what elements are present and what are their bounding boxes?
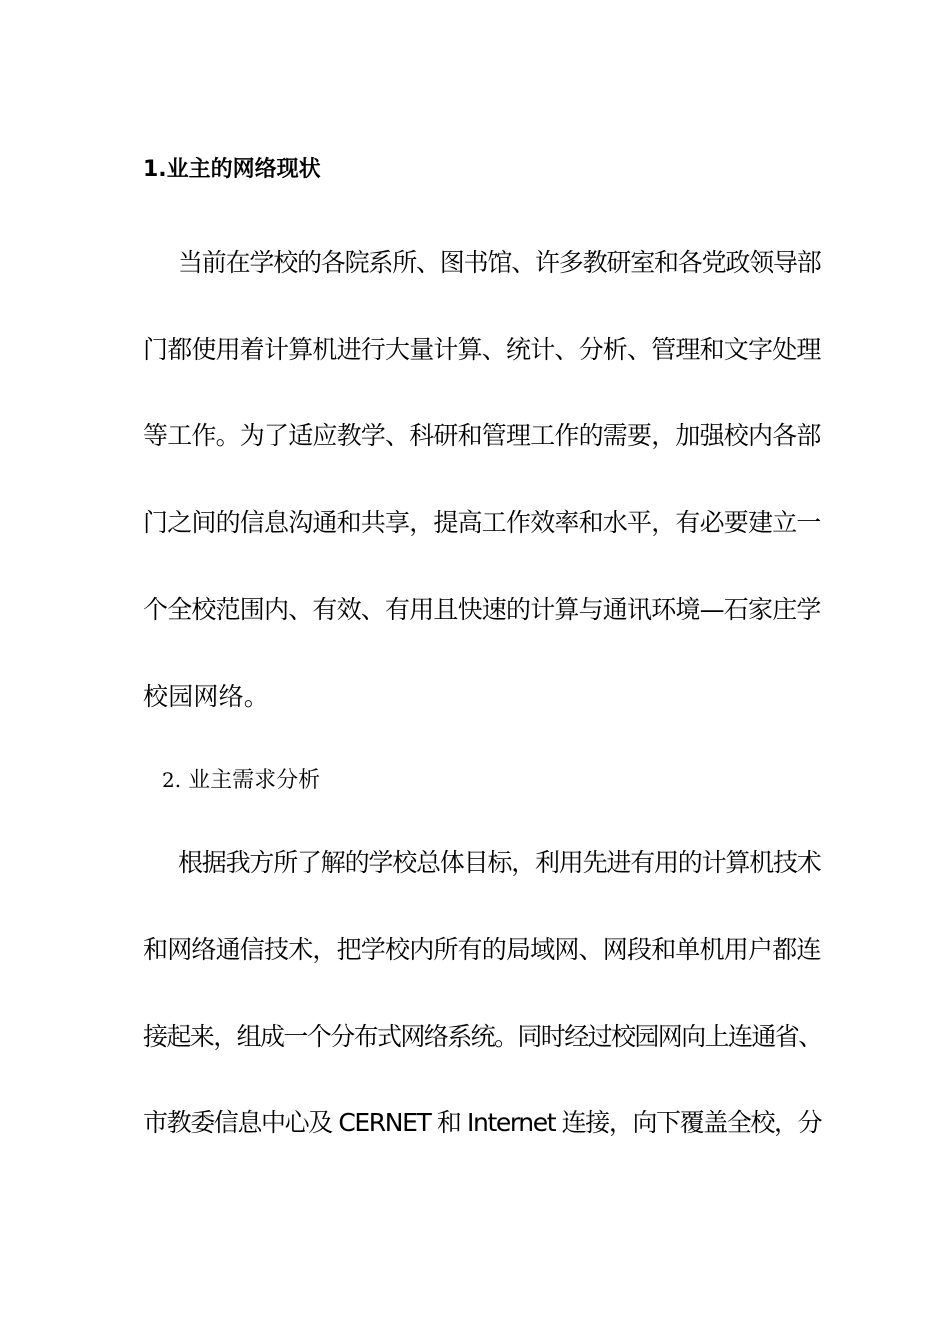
paragraph-line: 市教委信息中心及 CERNET 和 Internet 连接，向下覆盖全校，分 [143, 1108, 822, 1137]
section-number: 2. [162, 768, 182, 792]
paragraph-line: 根据我方所了解的学校总体目标，利用先进有用的计算机技术 [178, 848, 821, 877]
paragraph-line: 校园网络。 [143, 682, 270, 711]
paragraph-line: 接起来，组成一个分布式网络系统。同时经过校园网向上连通省、 [143, 1022, 822, 1051]
paragraph-line: 等工作。为了适应教学、科研和管理工作的需要，加强校内各部 [143, 421, 821, 450]
section-heading-requirements-analysis [162, 764, 320, 797]
paragraph-line: 门都使用着计算机进行大量计算、统计、分析、管理和文字处理 [143, 335, 821, 364]
paragraph-line: 门之间的信息沟通和共享，提高工作效率和水平，有必要建立一 [143, 508, 821, 537]
paragraph-line: 和网络通信技术，把学校内所有的局域网、网段和单机用户都连 [143, 935, 821, 964]
paragraph-line: 个全校范围内、有效、有用且快速的计算与通讯环境—石家庄学 [143, 595, 821, 624]
section-heading-network-status: 1.业主的网络现状 [143, 157, 321, 182]
paragraph-line: 当前在学校的各院系所、图书馆、许多教研室和各党政领导部 [178, 248, 821, 277]
section-title: 业主需求分析 [181, 768, 321, 793]
